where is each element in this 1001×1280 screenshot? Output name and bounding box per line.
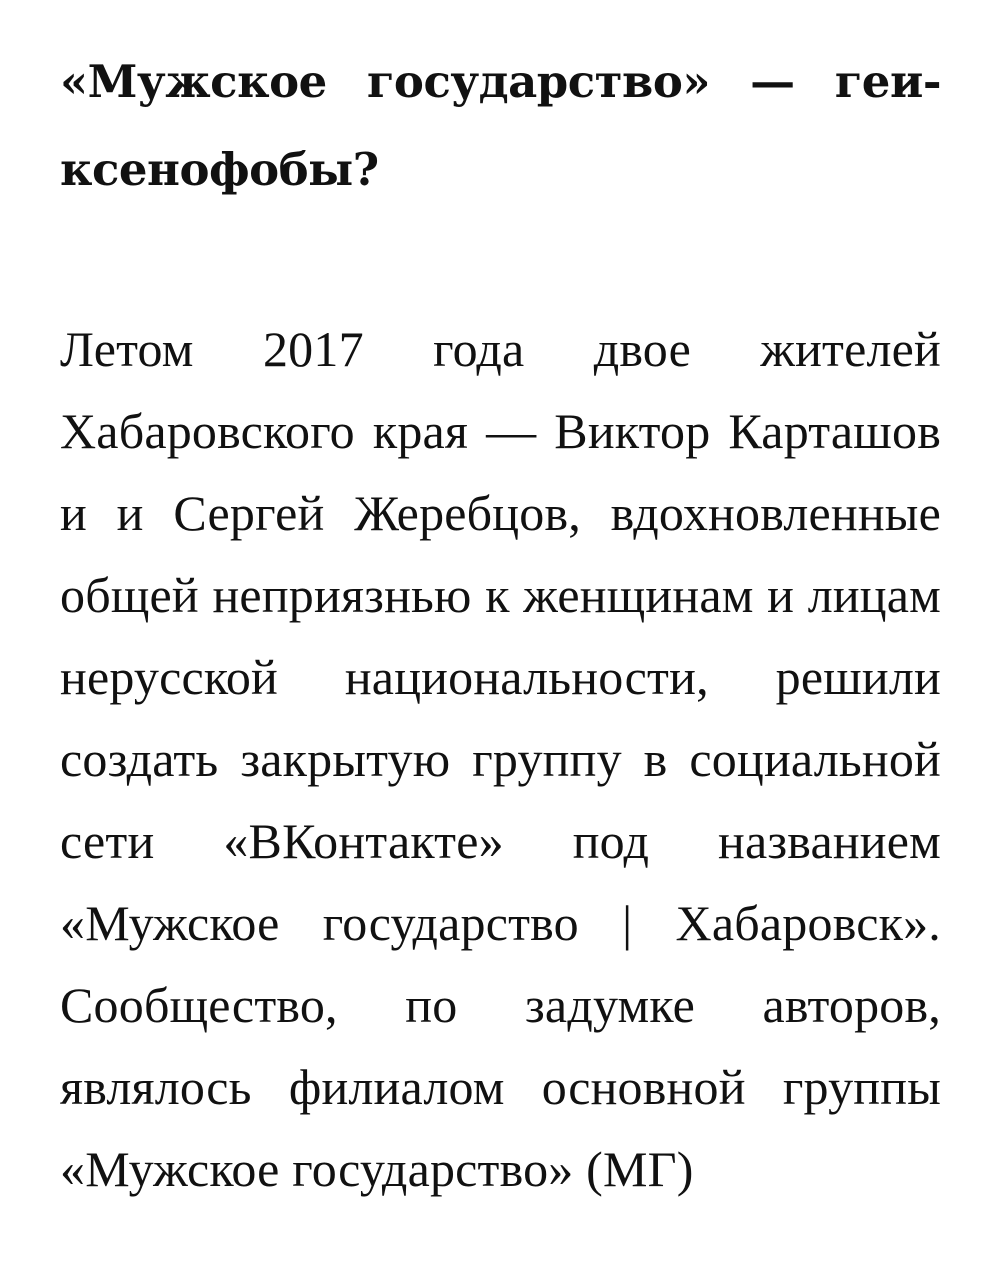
article-title: «Мужское государство» — геи-ксенофобы? (60, 55, 941, 196)
article-paragraph: Летом 2017 года двое жителей Хабаровского края — Виктор Карташов и и Сергей Жеребцов, вдохновленные общей неприязнью к женщинам и лицам нерусской национальности, решили создать закрытую группу в социальной сети «ВКонтакте» под названием «Мужское государство | Хабаровск». Сообщество, по задумке авторов, являлось филиалом основной группы «Мужское государство» (МГ) (60, 321, 941, 1197)
